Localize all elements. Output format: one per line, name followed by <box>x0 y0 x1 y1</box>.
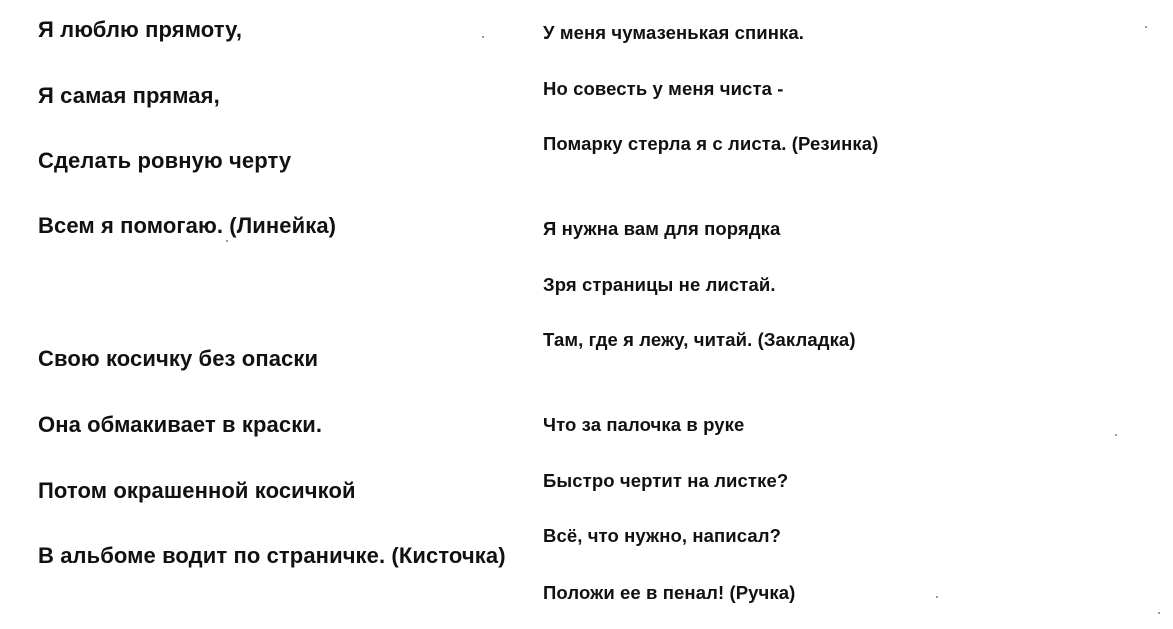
riddle-brush-line-2: Она обмакивает в краски. <box>38 412 323 437</box>
scan-speck <box>1145 26 1147 28</box>
riddle-pen-line-4: Положи ее в пенал! (Ручка) <box>543 582 796 603</box>
riddle-eraser-line-2: Но совесть у меня чиста - <box>543 78 784 99</box>
riddle-brush-line-3: Потом окрашенной косичкой <box>38 478 356 503</box>
riddle-brush-line-4: В альбоме водит по страничке. (Кисточка) <box>38 543 506 568</box>
riddle-ruler-line-1: Я люблю прямоту, <box>38 17 243 42</box>
scan-speck <box>482 36 484 38</box>
scan-speck <box>226 240 228 242</box>
riddle-ruler-line-4: Всем я помогаю. (Линейка) <box>38 213 337 238</box>
riddle-pen-line-1: Что за палочка в руке <box>543 414 745 435</box>
scan-speck <box>936 596 938 598</box>
riddle-eraser-line-3: Помарку стерла я с листа. (Резинка) <box>543 133 879 154</box>
riddle-brush-line-1: Свою косичку без опаски <box>38 346 319 371</box>
riddle-ruler-line-3: Сделать ровную черту <box>38 148 292 173</box>
riddle-pen-line-2: Быстро чертит на листке? <box>543 470 789 491</box>
riddle-ruler-line-2: Я самая прямая, <box>38 83 220 108</box>
riddle-bookmark-line-1: Я нужна вам для порядка <box>543 218 781 239</box>
riddle-bookmark-line-2: Зря страницы не листай. <box>543 274 776 295</box>
scan-speck <box>1158 612 1160 614</box>
riddle-bookmark-line-3: Там, где я лежу, читай. (Закладка) <box>543 329 856 350</box>
riddle-eraser-line-1: У меня чумазенькая спинка. <box>543 22 805 43</box>
riddle-pen-line-3: Всё, что нужно, написал? <box>543 525 782 546</box>
scan-speck <box>1115 434 1117 436</box>
